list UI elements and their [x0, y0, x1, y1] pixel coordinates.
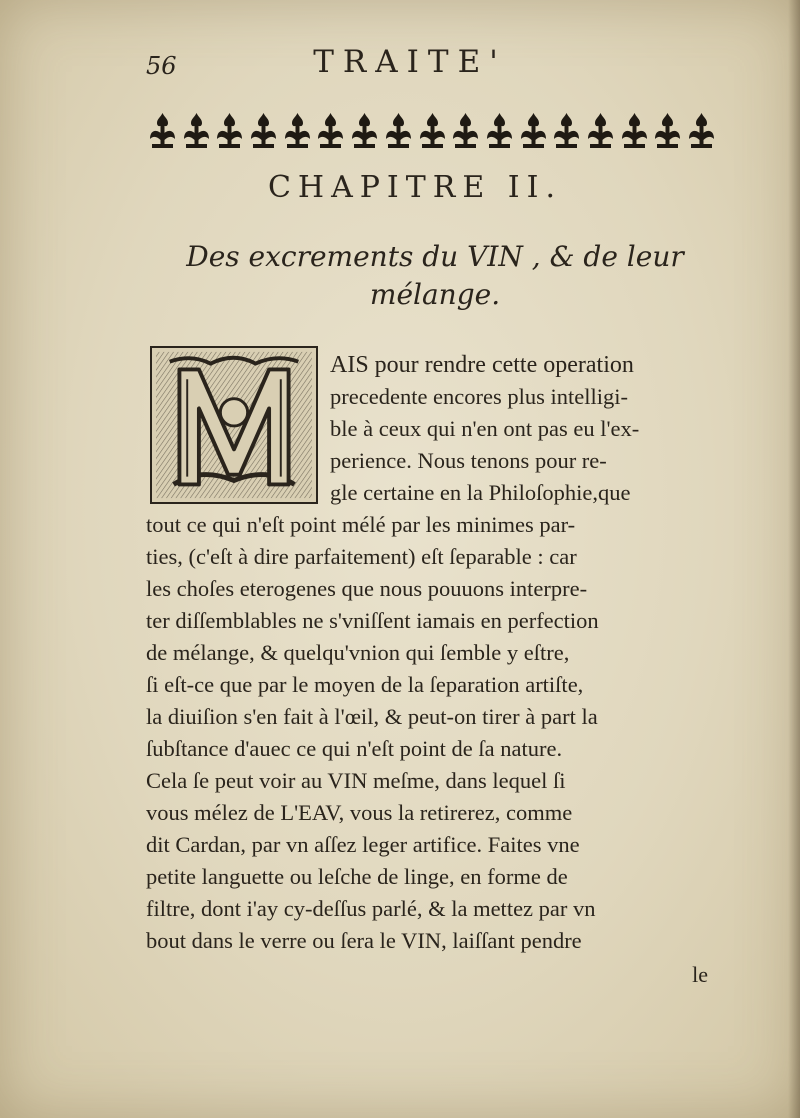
fleuron-icon	[180, 109, 213, 149]
decorated-initial-icon	[152, 348, 316, 502]
fleuron-icon	[517, 109, 550, 149]
text-line: dit Cardan, par vn aſſez leger artifice. Faites vne	[146, 832, 580, 857]
page-gutter	[788, 0, 800, 1118]
text-line: filtre, dont i'ay cy-deſſus parlé, & la mettez par vn	[146, 896, 596, 921]
text-line: bout dans le verre ou ſera le VIN, laiſſant pendre	[146, 928, 582, 953]
fleuron-icon	[483, 109, 516, 149]
fleuron-icon	[685, 109, 718, 149]
fleuron-icon	[146, 109, 179, 149]
text-line: les choſes eterogenes que nous pouuons interpre-	[146, 576, 588, 601]
text-line: ties, (c'eſt à dire parfaitement) eſt ſeparable : car	[146, 544, 577, 569]
chapter-title	[150, 238, 720, 314]
text-line: tout ce qui n'eſt point mélé par les minimes par-	[146, 512, 576, 537]
text-line: ter diſſemblables ne s'vniſſent iamais en perfection	[146, 608, 599, 633]
fleuron-icon	[314, 109, 347, 149]
fleuron-icon	[247, 109, 280, 149]
text-line: vous mélez de L'EAV, vous la retirerez, comme	[146, 800, 573, 825]
running-head: TRAITE'	[313, 44, 507, 80]
fleuron-icon	[213, 109, 246, 149]
text-line: ble à ceux qui n'en ont pas eu l'ex-	[330, 416, 640, 441]
text-line: gle certaine en la Philoſophie,que	[330, 480, 631, 505]
fleuron-icon	[416, 109, 449, 149]
catchword: le	[692, 962, 708, 987]
text-line: Cela ſe peut voir au VIN meſme, dans lequel ſi	[146, 768, 566, 793]
fleuron-icon	[348, 109, 381, 149]
chapter-title-line-1: Des excrements du VIN , & de leur	[186, 240, 684, 273]
text-line: ſubſtance d'auec ce qui n'eſt point de ſa nature.	[146, 736, 563, 761]
fleuron-icon	[618, 109, 651, 149]
text-line: precedente encores plus intelligi-	[330, 384, 629, 409]
text-line: AIS pour rendre cette operation	[330, 352, 634, 378]
decorated-initial-m	[150, 346, 318, 504]
chapter-heading: CHAPITRE II.	[267, 170, 563, 205]
fleuron-band	[146, 105, 718, 149]
text-line: de mélange, & quelqu'vnion qui ſemble y eſtre,	[146, 640, 570, 665]
text-line: petite languette ou leſche de linge, en forme de	[146, 864, 568, 889]
fleuron-icon	[550, 109, 583, 149]
text-line: ſi eſt-ce que par le moyen de la ſeparation artiſte,	[146, 672, 584, 697]
fleuron-icon	[382, 109, 415, 149]
fleuron-icon	[281, 109, 314, 149]
page-number: 56	[146, 52, 177, 80]
fleuron-icon	[584, 109, 617, 149]
text-line: perience. Nous tenons pour re-	[330, 448, 607, 473]
fleuron-icon	[651, 109, 684, 149]
text-line: la diuiſion s'en fait à l'œil, & peut-on tirer à part la	[146, 704, 598, 729]
fleuron-icon	[449, 109, 482, 149]
chapter-title-line-2: mélange.	[369, 278, 501, 311]
